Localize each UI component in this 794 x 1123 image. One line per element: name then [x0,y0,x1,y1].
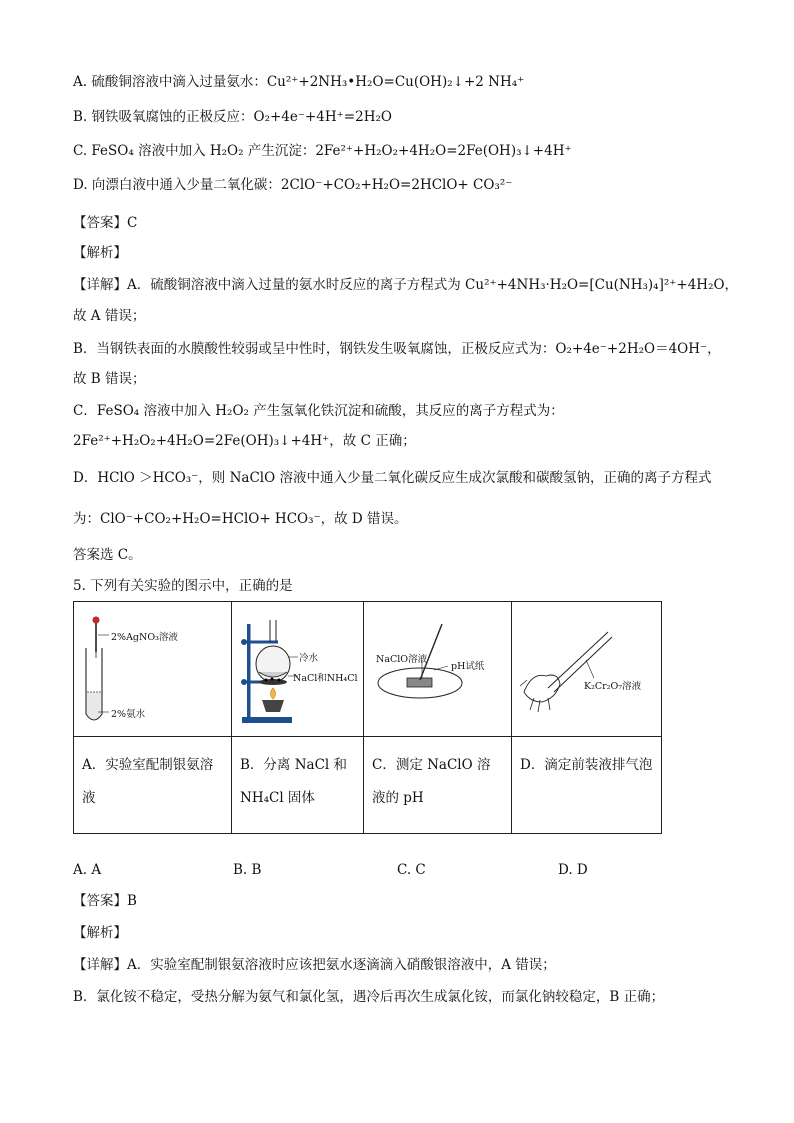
q4-detail-c2: 2Fe²⁺+H₂O₂+4H₂O=2Fe(OH)₃↓+4H⁺，故 C 正确； [73,433,416,449]
q4-option-d: D. 向漂白液中通入少量二氧化碳：2ClO⁻+CO₂+H₂O=2HClO+ CO₃²⁻ [73,177,513,193]
test-tube-dropper-icon [74,602,230,736]
q4-detail-c1: C．FeSO₄ 溶液中加入 H₂O₂ 产生氢氧化铁沉淀和硫酸，其反应的离子方程式为： [73,403,564,419]
cold-water-label: 冷水 [299,653,319,664]
q5-detail-b: B．氯化铵不稳定，受热分解为氨气和氯化氢，遇冷后再次生成氯化铵，而氯化钠较稳定，B 正确； [73,989,665,1005]
q4-detail-b1: B．当钢铁表面的水膜酸性较弱或呈中性时，钢铁发生吸氧腐蚀，正极反应式为：O₂+4e⁻+2H₂O＝4OH⁻， [73,341,721,357]
q5-option-c: C. C [397,862,426,878]
q4-detail-b2: 故 B 错误； [73,371,146,387]
q4-option-a: A. 硫酸铜溶液中滴入过量氨水：Cu²⁺+2NH₃•H₂O=Cu(OH)₂↓+2 NH₄⁺ [73,74,525,90]
caption-a: A．实验室配制银氨溶液 [74,737,232,834]
q5-stem: 5. 下列有关实验的图示中，正确的是 [73,578,293,594]
salts-label: NaCl和NH₄Cl [293,673,358,684]
q4-detail-d2: 为：ClO⁻+CO₂+H₂O=HClO+ HCO₃⁻，故 D 错误。 [73,511,408,527]
q4-option-c: C. FeSO₄ 溶液中加入 H₂O₂ 产生沉淀：2Fe²⁺+H₂O₂+4H₂O=2Fe(OH)₃↓+4H⁺ [73,143,572,159]
figure-b-sublimation [232,602,364,737]
burette-hand-icon [512,602,662,736]
k2cr2o7-label: K₂Cr₂O₇溶液 [584,681,642,692]
figure-d-burette [512,602,662,737]
agno3-label: 2%AgNO₃溶液 [111,632,178,643]
q4-option-b: B. 钢铁吸氧腐蚀的正极反应：O₂+4e⁻+4H⁺=2H₂O [73,109,392,125]
caption-c: C．测定 NaClO 溶液的 pH [364,737,512,834]
ammonia-label: 2%氨水 [111,709,146,720]
q4-detail-a2: 故 A 错误； [73,308,146,324]
q4-analysis-label: 【解析】 [73,245,127,261]
watch-glass-ph-paper-icon [364,602,512,736]
caption-b: B．分离 NaCl 和 NH₄Cl 固体 [232,737,364,834]
q4-answer: 【答案】C [73,215,138,231]
caption-d: D．滴定前装液排气泡 [512,737,662,834]
q5-option-a: A. A [73,862,102,878]
q5-analysis-label: 【解析】 [73,925,127,941]
q4-conclusion: 答案选 C。 [73,547,142,563]
q5-answer: 【答案】B [73,893,137,909]
figure-a-test-tube [74,602,232,737]
q5-figure-table [73,601,662,834]
q5-option-b: B. B [233,862,262,878]
iron-stand-flask-icon [232,602,364,736]
figure-c-ph-test [364,602,512,737]
ph-paper-label: pH试纸 [451,661,485,672]
q4-detail-a1: 【详解】A．硫酸铜溶液中滴入过量的氨水时反应的离子方程式为 Cu²⁺+4NH₃·H₂O=[Cu(NH₃)₄]²⁺+4H₂O， [73,277,739,293]
q4-detail-d1: D．HClO ＞HCO₃⁻，则 NaClO 溶液中通入少量二氧化碳反应生成次氯酸和碳酸氢钠，正确的离子方程式 [73,470,712,486]
q5-detail-a: 【详解】A．实验室配制银氨溶液时应该把氨水逐滴滴入硝酸银溶液中，A 错误； [73,957,556,973]
q5-option-d: D. D [558,862,588,878]
naclo-label: NaClO溶液 [376,654,428,665]
